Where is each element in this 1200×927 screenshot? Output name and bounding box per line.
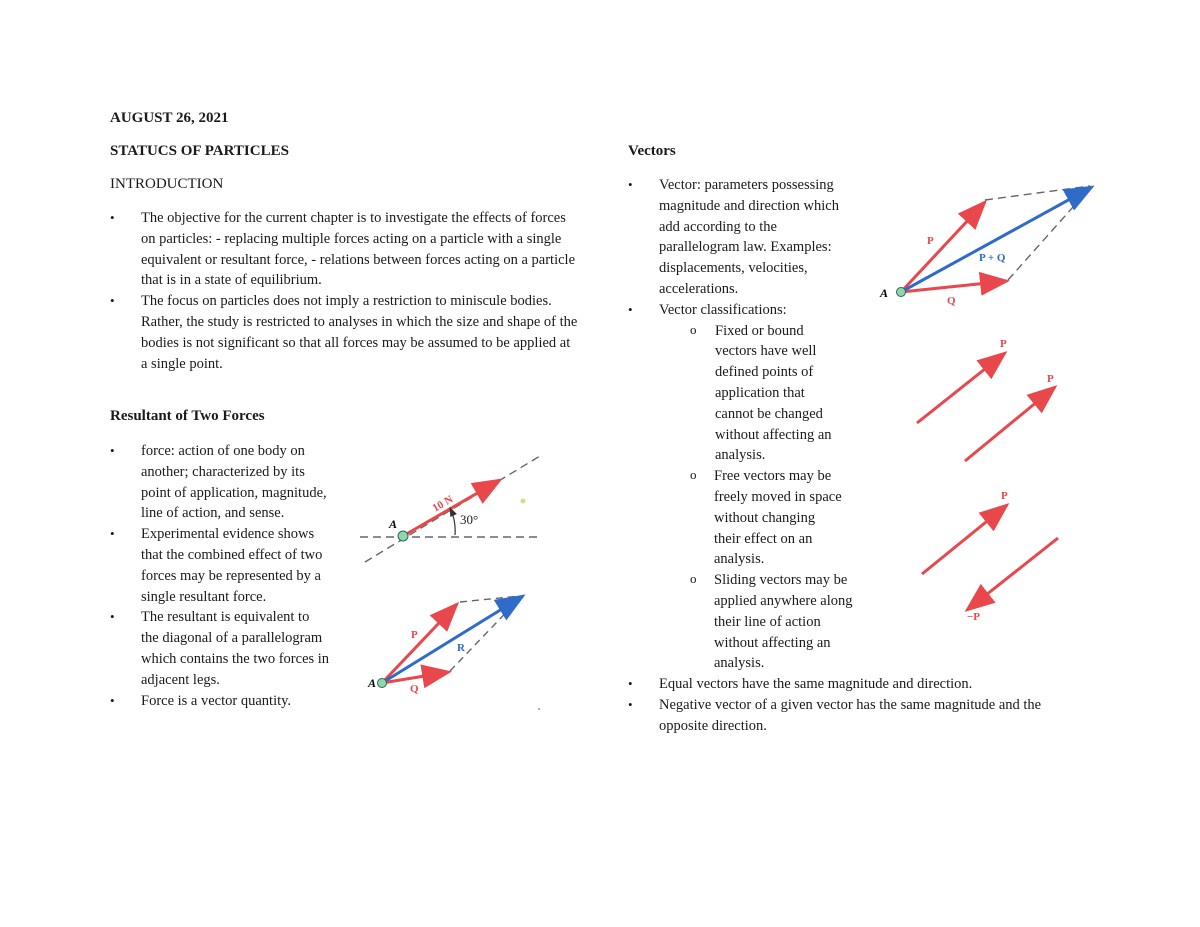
list-item: • Experimental evidence shows that the combined effect of two forces may be represented by a single resultant force. bbox=[110, 524, 330, 607]
document-date: AUGUST 26, 2021 bbox=[110, 110, 229, 126]
document-title: STATUCS OF PARTICLES bbox=[110, 143, 289, 159]
list-item: • Equal vectors have the same magnitude and direction. bbox=[628, 674, 1078, 695]
point-label: A bbox=[880, 286, 889, 300]
r-label: R bbox=[457, 642, 465, 654]
point-label: A bbox=[389, 517, 398, 531]
intro-list bbox=[110, 208, 580, 374]
p-label: P bbox=[927, 235, 934, 247]
particle-point bbox=[378, 679, 387, 688]
parallelogram-figure-right bbox=[875, 180, 1100, 310]
vectors-heading: Vectors bbox=[628, 143, 676, 159]
list-item: • The resultant is equivalent to the diagonal of a parallelogram which contains the two forces in adjacent legs. bbox=[110, 607, 330, 690]
negative-vector-figure bbox=[905, 490, 1075, 625]
angle-arc bbox=[450, 508, 455, 535]
vector-p-arrow bbox=[901, 202, 985, 292]
decorative-dot bbox=[521, 499, 526, 504]
list-item: • The objective for the current chapter is to investigate the effects of forces on particles: - replacing multiple forces acting on a particle with a single equivalent or resultant force, - relations between forces acting on a particle that is in a state of equilibrium. bbox=[110, 208, 580, 291]
q-label: Q bbox=[410, 683, 419, 695]
p-label: P bbox=[411, 629, 418, 641]
list-item-label: Vector classifications: bbox=[659, 301, 787, 318]
sub-list-item: o Sliding vectors may be applied anywhere along their line of action without affecting an analysis. bbox=[659, 570, 862, 674]
list-item: • Force is a vector quantity. bbox=[110, 691, 330, 712]
dashed-edge bbox=[1008, 188, 1090, 280]
list-item: • The focus on particles does not imply a restriction to miniscule bodies. Rather, the study is restricted to analyses in which the size and shape of the bodies is not significant so that all forces may be assumed to be applied at a single point. bbox=[110, 291, 580, 374]
intro-heading: INTRODUCTION bbox=[110, 176, 224, 192]
sub-list-item: o Fixed or bound vectors have well defined points of application that cannot be changed without affecting an analysis. bbox=[659, 321, 840, 467]
p-label: P bbox=[1001, 490, 1008, 502]
q-label: Q bbox=[947, 295, 956, 307]
p-label: P bbox=[1000, 338, 1007, 350]
pq-label: P + Q bbox=[979, 252, 1006, 264]
sub-list-item: o Free vectors may be freely moved in space without changing their effect on an analysis. bbox=[659, 466, 844, 570]
p-label: P bbox=[1047, 373, 1054, 385]
neg-p-label: −P bbox=[967, 611, 980, 623]
resultant-heading: Resultant of Two Forces bbox=[110, 408, 265, 424]
angle-label: 30° bbox=[460, 512, 479, 527]
list-item: • force: action of one body on another; characterized by its point of application, magnitude, line of action, and sense. bbox=[110, 441, 330, 524]
force-angle-figure bbox=[355, 450, 550, 570]
parallelogram-figure-left bbox=[365, 588, 550, 713]
vector-p-arrow bbox=[965, 387, 1055, 461]
particle-point bbox=[398, 531, 408, 541]
point-label: A bbox=[368, 676, 377, 690]
vector-neg-p-arrow bbox=[967, 538, 1058, 610]
list-item: • Negative vector of a given vector has the same magnitude and the opposite direction. bbox=[628, 695, 1078, 737]
particle-point bbox=[897, 288, 906, 297]
resultant-list bbox=[110, 441, 330, 711]
force-vector-arrow bbox=[403, 480, 500, 536]
force-label: 10 N bbox=[430, 493, 456, 515]
dashed-edge bbox=[460, 596, 520, 602]
vector-p-arrow bbox=[917, 353, 1005, 423]
equal-vectors-figure bbox=[905, 335, 1075, 465]
decorative-dot bbox=[538, 708, 540, 710]
list-item: • Vector: parameters possessing magnitude and direction which add according to the parallelogram law. Examples: displacements, velocities, accelerations. bbox=[628, 175, 839, 300]
vector-p-arrow bbox=[922, 505, 1007, 574]
